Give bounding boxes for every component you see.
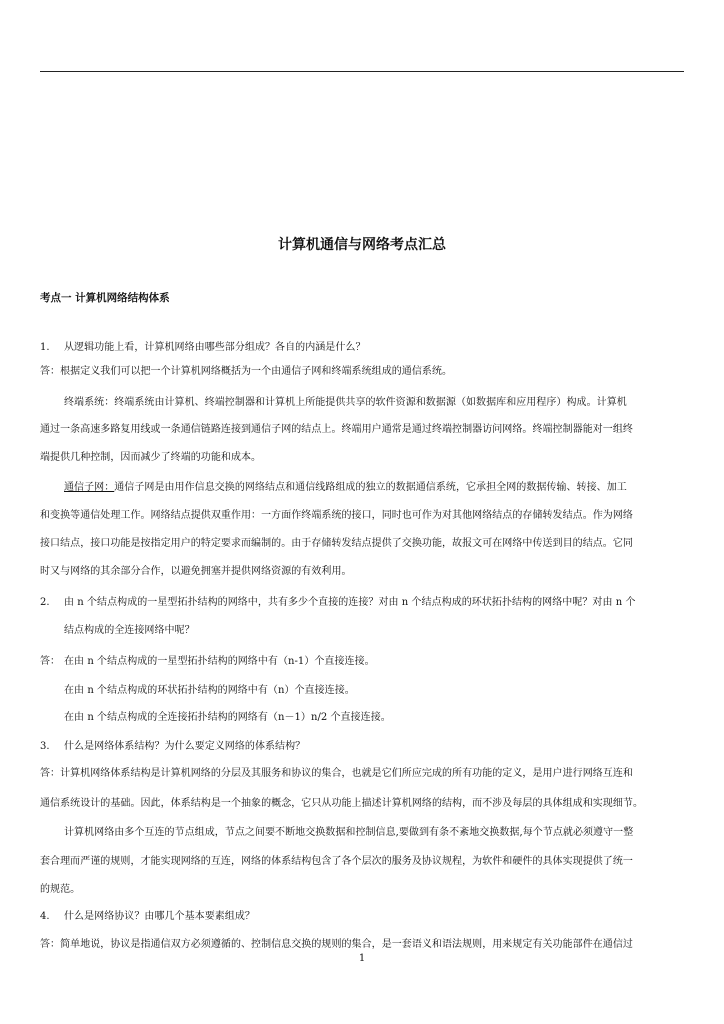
- terminal-system-para-line-3: 端提供几种控制，因而减少了终端的功能和成本。: [40, 452, 262, 463]
- question-2: [40, 593, 684, 608]
- subnet-para-line-3: 接口结点，接口功能是按指定用户的特定要求而编制的。由于存储转发结点提供了交换功能，故报文可在网络中传送到目的结点。它同: [40, 538, 633, 549]
- question-4: [40, 907, 684, 922]
- answer-1-intro: 答：根据定义我们可以把一个计算机网络概括为一个由通信子网和终端系统组成的通信系统。: [40, 366, 453, 377]
- section-heading: 考点一 计算机网络结构体系: [40, 292, 170, 304]
- terminal-system-para-line-2: 通过一条高速多路复用线或一条通信链路连接到通信子网的结点上。终端用户通常是通过终端控制器访问网络。终端控制器能对一组终: [40, 424, 633, 435]
- subnet-para-line-4: 时又与网络的其余部分合作，以避免拥塞并提供网络资源的有效利用。: [40, 566, 352, 577]
- question-number: 1.: [40, 342, 50, 353]
- answer-3-line-1: 答：计算机网络体系结构是计算机网络的分层及其服务和协议的集合，也就是它们所应完成的所有功能的定义，是用户进行网络互连和: [40, 768, 633, 779]
- question-number: 4.: [40, 911, 50, 922]
- question-text: 什么是网络协议？由哪几个基本要素组成？: [64, 911, 255, 922]
- answer-3-para-line-2: 套合理而严谨的规则，才能实现网络的互连，网络的体系结构包含了各个层次的服务及协议规程，为软件和硬件的具体实现提供了统一: [40, 856, 633, 867]
- subnet-para-line-2: 和变换等通信处理工作。网络结点提供双重作用：一方面作终端系统的接口，同时也可作为对其他网络结点的存储转发结点。作为网络: [40, 510, 633, 521]
- question-number: 3.: [40, 741, 50, 752]
- answer-label: 答：: [40, 656, 61, 667]
- terminal-system-para-line-1: 终端系统：终端系统由计算机、终端控制器和计算机上所能提供共享的软件资源和数据源（如数据库和应用程序）构成。计算机: [64, 397, 627, 408]
- answer-text: 在由 n 个结点构成的一星型拓扑结构的网络中有（n-1）个直接连接。: [64, 656, 375, 667]
- subnet-label: 通信子网：: [64, 482, 115, 493]
- answer-2-line-3: 在由 n 个结点构成的全连接拓扑结构的网络有（n－1）n/2 个直接连接。: [64, 712, 391, 723]
- question-2-line-2: 结点构成的全连接网络中呢？: [64, 625, 195, 636]
- question-number: 2.: [40, 597, 50, 608]
- page-number: 1: [358, 953, 366, 964]
- question-text: 由 n 个结点构成的一星型拓扑结构的网络中，共有多少个直接的连接？对由 n 个结点构成的环状拓扑结构的网络中呢？对由 n 个: [64, 597, 636, 608]
- answer-2-line-2: 在由 n 个结点构成的环状拓扑结构的网络中有（n）个直接连接。: [64, 685, 355, 696]
- answer-4-line-1: 答：简单地说，协议是指通信双方必须遵循的、控制信息交换的规则的集合，是一套语义和语法规则，用来规定有关功能部件在通信过: [40, 939, 633, 950]
- header-rule: [40, 71, 684, 72]
- answer-3-para-line-1: 计算机网络由多个互连的节点组成，节点之间要不断地交换数据和控制信息,要做到有条不紊地交换数据,每个节点就必须遵守一整: [64, 827, 634, 838]
- question-text: 从逻辑功能上看，计算机网络由哪些部分组成？各自的内涵是什么？: [64, 342, 366, 353]
- subnet-para-line-1: [64, 478, 684, 493]
- question-3: [40, 737, 684, 752]
- document-title: 计算机通信与网络考点汇总: [278, 237, 446, 253]
- answer-3-para-line-3: 的规范。: [40, 884, 81, 895]
- answer-2-line-1: [40, 652, 684, 667]
- question-text: 什么是网络体系结构？为什么要定义网络的体系结构？: [64, 741, 306, 752]
- question-1: [40, 338, 684, 353]
- answer-3-line-2: 通信系统设计的基础。因此，体系结构是一个抽象的概念，它只从功能上描述计算机网络的结构，而不涉及每层的具体组成和实现细节。: [40, 798, 643, 809]
- subnet-text: 通信子网是由用作信息交换的网络结点和通信线路组成的独立的数据通信系统，它承担全网的数据传输、转接、加工: [114, 482, 627, 493]
